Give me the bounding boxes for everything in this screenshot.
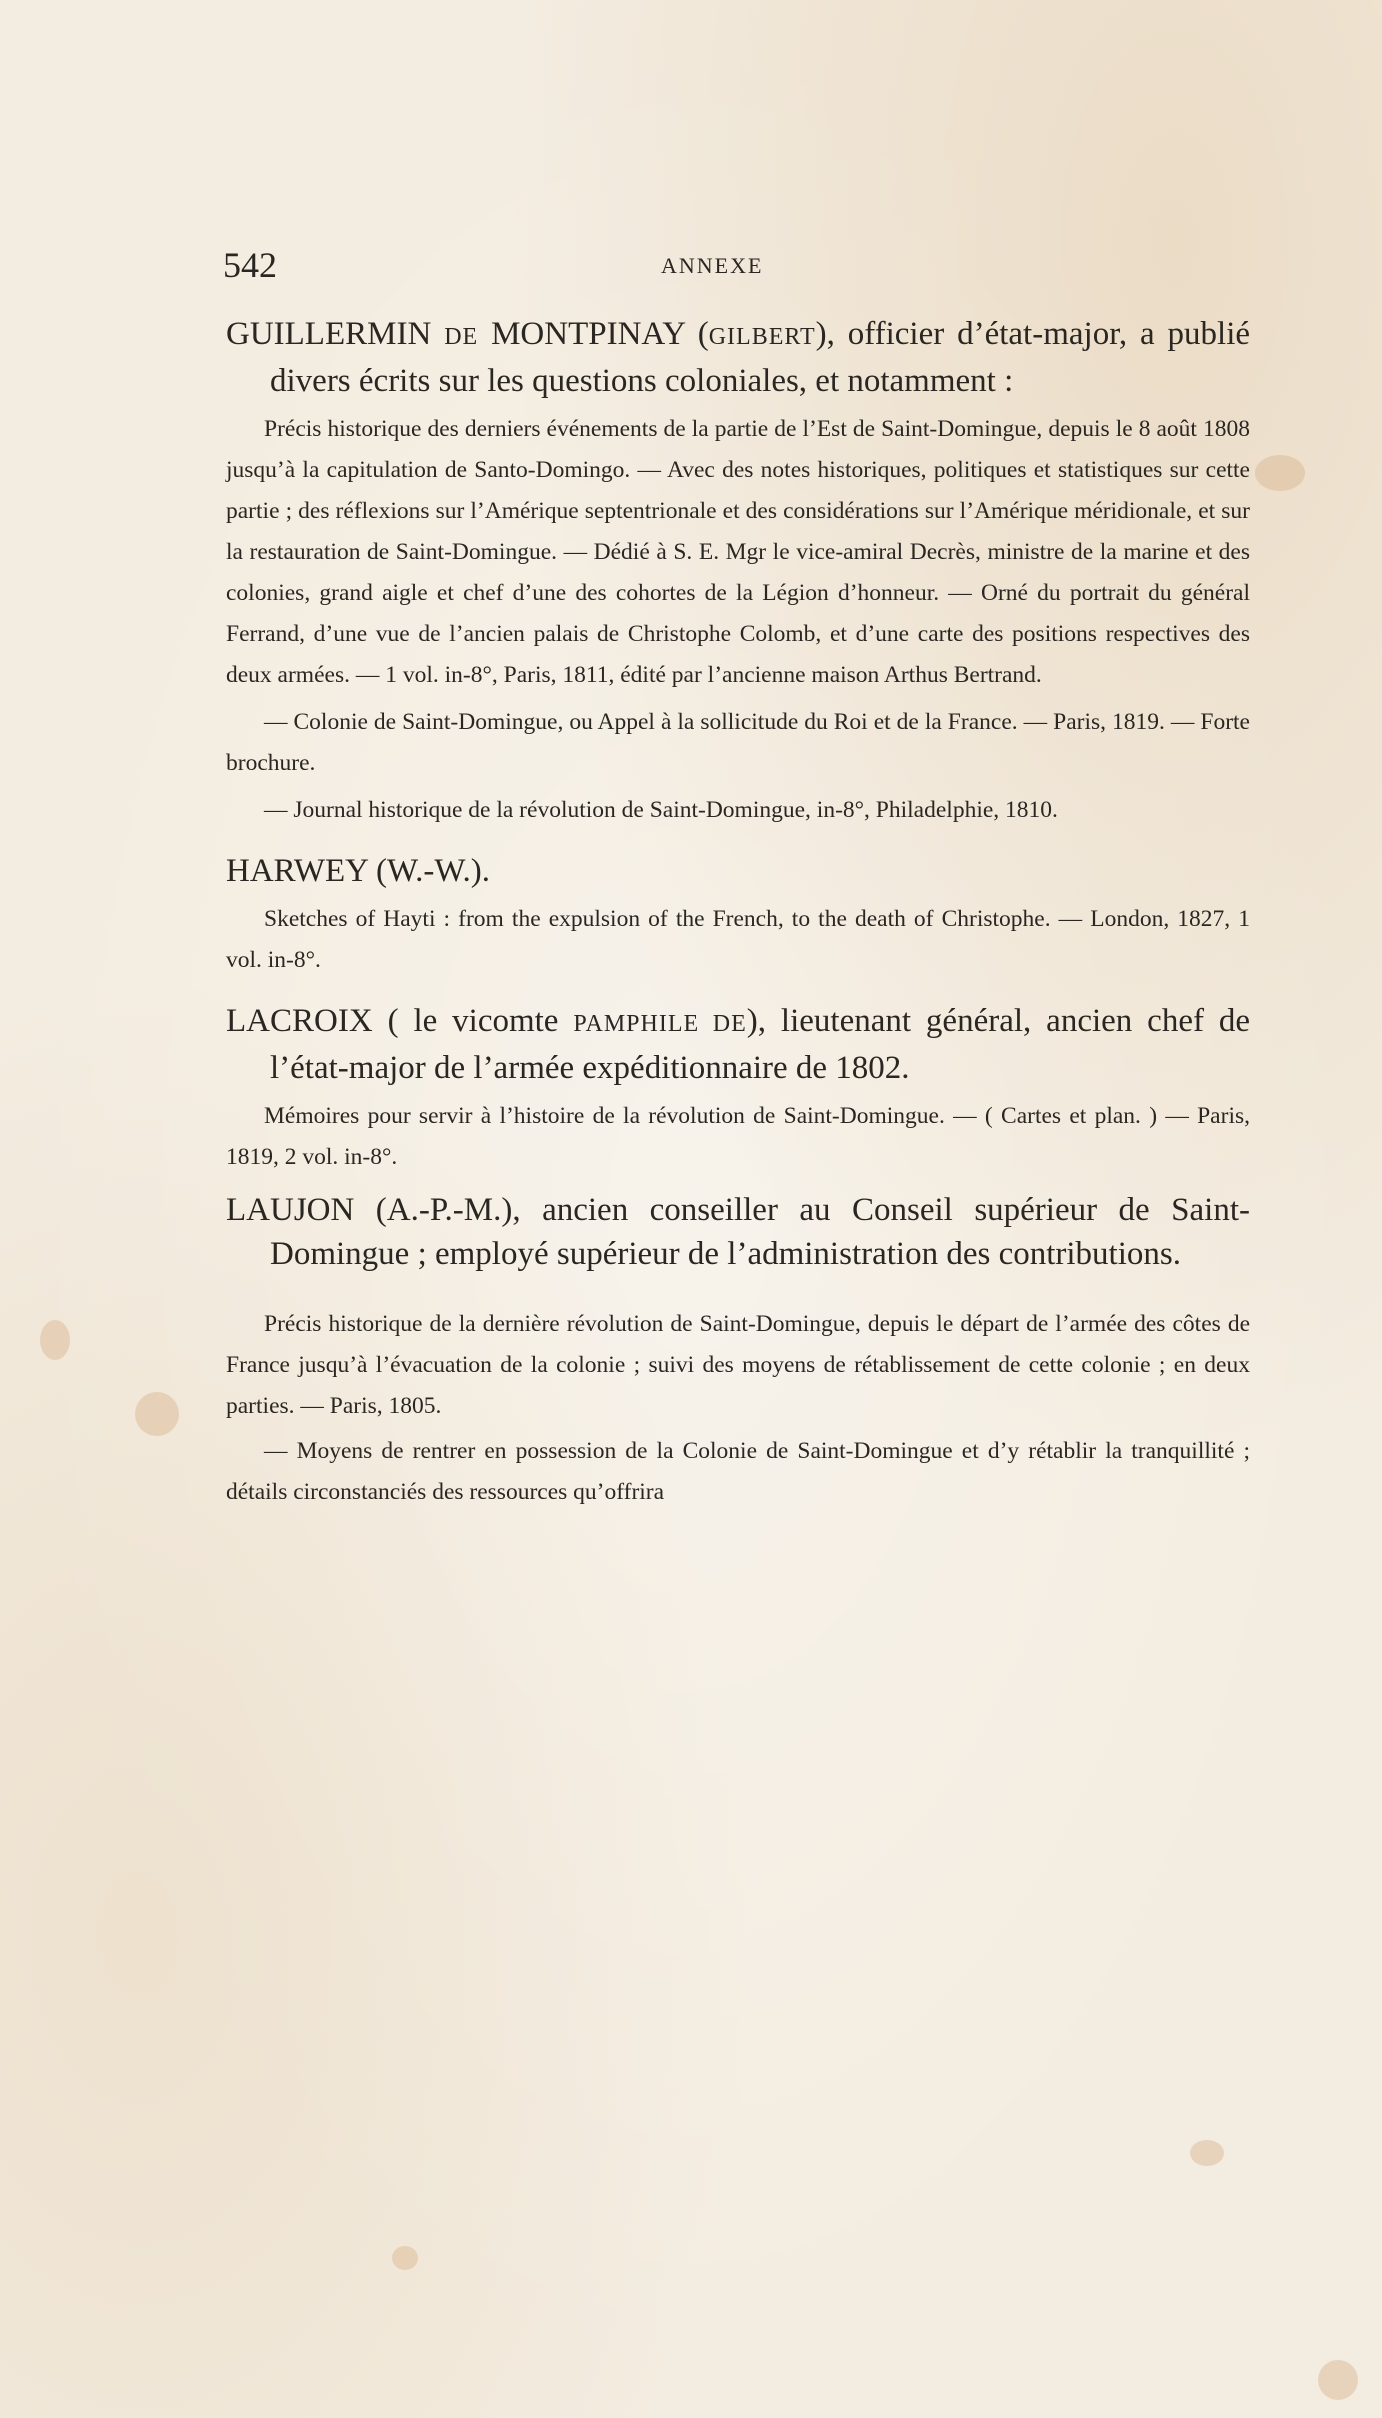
- entry-harwey: [226, 849, 1250, 981]
- author-open: (: [684, 316, 709, 352]
- work-entry: Précis historique des derniers événements de la partie de l’Est de Saint-Domingue, depuis le 8 août 1808 jusqu’à la capitulation de Santo-Domingo. — Avec des notes historiques, politiques et statistiques sur cette partie ; des réflexions sur l’Amérique septentrionale et des considérations sur l’Amérique méridionale, et sur la restauration de Saint-Domingue. — Dédié à S. E. Mgr le vice-amiral Decrès, ministre de la marine et des colonies, grand aigle et chef d’une des cohortes de la Légion d’honneur. — Orné du portrait du général Ferrand, d’une vue de l’ancien palais de Christophe Colomb, et d’une carte des positions respectives des deux armées. — 1 vol. in-8°, Paris, 1811, édité par l’ancienne maison Arthus Bertrand.: [226, 416, 1250, 688]
- author-description: ), lieutenant général, ancien chef de l’état-major de l’armée expéditionnaire de 1802.: [270, 1003, 1250, 1086]
- entry-lacroix: [226, 999, 1250, 1178]
- entry-guillermin: [226, 312, 1250, 831]
- work-entry: Sketches of Hayti : from the expulsion of the French, to the death of Christophe. — London, 1827, 1 vol. in-8°.: [226, 906, 1250, 973]
- work-entry: Précis historique de la dernière révolution de Saint-Domingue, depuis le départ de l’armée des côtes de France jusqu’à l’évacuation de la colonie ; suivi des moyens de rétablissement de cette colonie ; en deux parties. — Paris, 1805.: [226, 1311, 1250, 1419]
- author-given-name: PAMPHILE DE: [573, 1011, 747, 1037]
- running-head: ANNEXE: [661, 253, 764, 278]
- foxing-spot: [1190, 2140, 1224, 2166]
- entry-laujon: [226, 1188, 1250, 1513]
- entry-heading: [226, 312, 1250, 403]
- work-entry: — Journal historique de la révolution de Saint-Domingue, in-8°, Philadelphie, 1810.: [264, 797, 1058, 823]
- page-number: 542: [223, 245, 277, 285]
- entry-heading: HARWEY (W.-W.).: [226, 853, 490, 889]
- author-open: ( le vicomte: [372, 1003, 574, 1039]
- foxing-spot: [1318, 2360, 1358, 2400]
- foxing-spot: [1255, 455, 1305, 491]
- bibliography-content: [226, 312, 1250, 1513]
- foxing-spot: [135, 1392, 179, 1436]
- author-name: LACROIX: [226, 1003, 373, 1039]
- author-description: ), officier d’état-major, a publié divers écrits sur les questions coloniales, et notamment :: [270, 316, 1251, 399]
- work-entry: — Colonie de Saint-Domingue, ou Appel à la sollicitude du Roi et de la France. — Paris, 1819. — Forte brochure.: [226, 709, 1250, 776]
- entry-heading: [226, 999, 1250, 1090]
- author-given-name: GILBERT: [708, 324, 816, 350]
- foxing-spot: [392, 2246, 418, 2270]
- work-entry: Mémoires pour servir à l’histoire de la révolution de Saint-Domingue. — ( Cartes et plan. ) — Paris, 1819, 2 vol. in-8°.: [226, 1103, 1250, 1170]
- page-header: [223, 245, 1253, 285]
- author-name: GUILLERMIN: [226, 316, 432, 352]
- author-surname: MONTPINAY: [491, 316, 685, 352]
- foxing-spot: [40, 1320, 70, 1360]
- author-particle: DE: [444, 324, 479, 350]
- entry-heading: LAUJON (A.-P.-M.), ancien conseiller au Conseil supérieur de Saint-Domingue ; employé supérieur de l’administration des contributions.: [226, 1192, 1250, 1272]
- work-entry: — Moyens de rentrer en possession de la Colonie de Saint-Domingue et d’y rétablir la tranquillité ; détails circonstanciés des ressources qu’offrira: [226, 1438, 1250, 1505]
